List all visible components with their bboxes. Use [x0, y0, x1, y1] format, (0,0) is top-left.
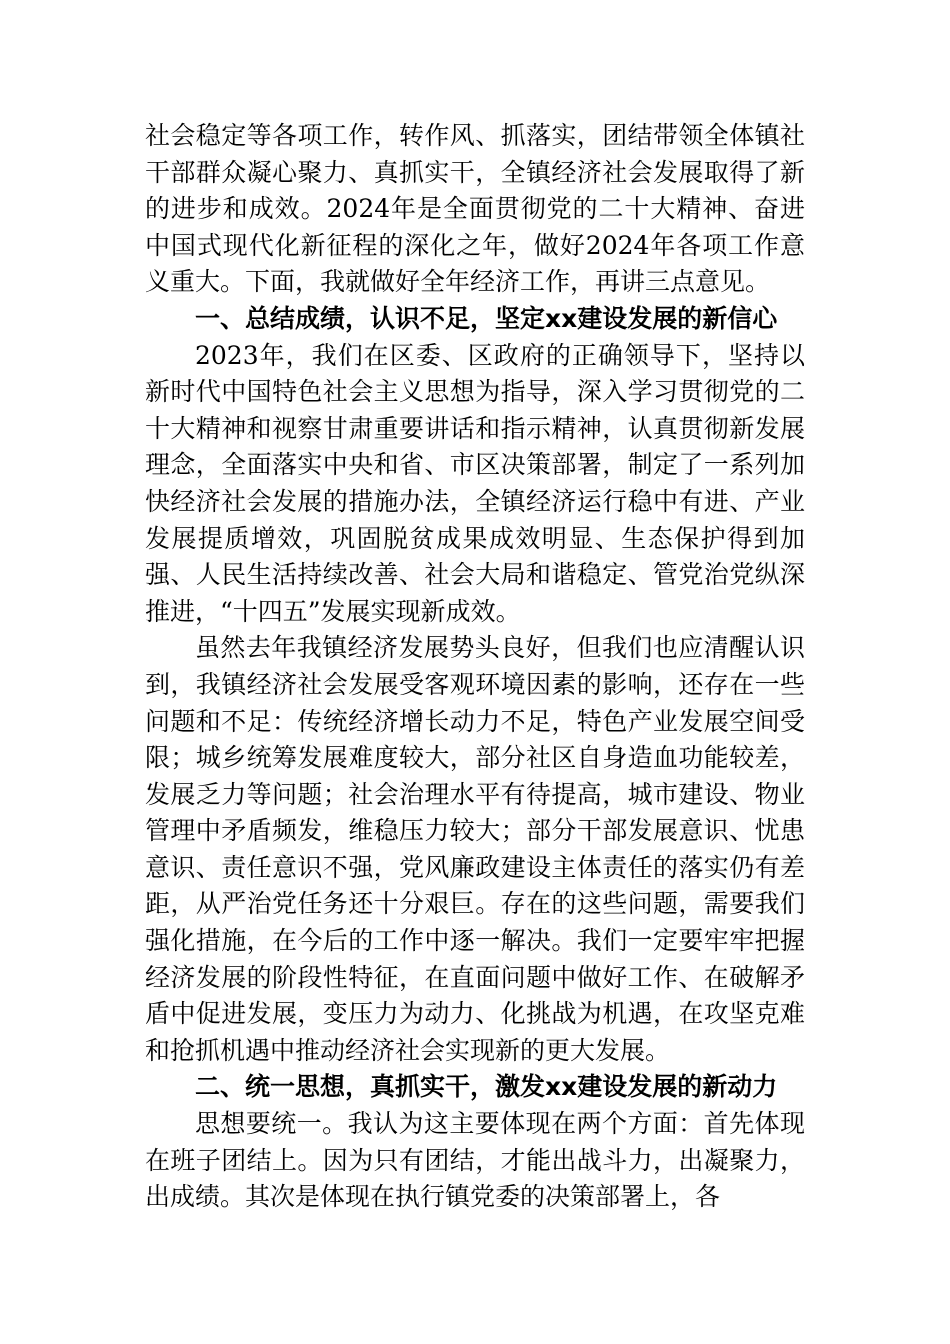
paragraph-unify-thinking: 思想要统一。我认为这主要体现在两个方面：首先体现在班子团结上。因为只有团结，才能出战斗力，出凝聚力，出成绩。其次是体现在执行镇党委的决策部署上，各: [145, 1109, 805, 1212]
document-page: [145, 118, 805, 1216]
section-heading-2: 二、统一思想，真抓实干，激发xx建设发展的新动力: [195, 1072, 778, 1102]
paragraph-achievements: 2023年，我们在区委、区政府的正确领导下，坚持以新时代中国特色社会主义思想为指导，深入学习贯彻党的二十大精神和视察甘肃重要讲话和指示精神，认真贯彻新发展理念，全面落实中央和省、市区决策部署，制定了一系列加快经济社会发展的措施办法，全镇经济运行稳中有进、产业发展提质增效，巩固脱贫成果成效明显、生态保护得到加强、人民生活持续改善、社会大局和谐稳定、管党治党纵深推进，“十四五”发展实现新成效。: [145, 340, 805, 626]
paragraph-continuation: 社会稳定等各项工作，转作风、抓落实，团结带领全体镇社干部群众凝心聚力、真抓实干，全镇经济社会发展取得了新的进步和成效。2024年是全面贯彻党的二十大精神、奋进中国式现代化新征程的深化之年，做好2024年各项工作意义重大。下面，我就做好全年经济工作，再讲三点意见。: [145, 121, 805, 297]
section-heading-1: 一、总结成绩，认识不足，坚定xx建设发展的新信心: [195, 303, 778, 333]
paragraph-shortcomings: 虽然去年我镇经济发展势头良好，但我们也应清醒认识到，我镇经济社会发展受客观环境因素的影响，还存在一些问题和不足：传统经济增长动力不足，特色产业发展空间受限；城乡统筹发展难度较大，部分社区自身造血功能较差，发展乏力等问题；社会治理水平有待提高，城市建设、物业管理中矛盾频发，维稳压力较大；部分干部发展意识、忧患意识、责任意识不强，党风廉政建设主体责任的落实仍有差距，从严治党任务还十分艰巨。存在的这些问题，需要我们强化措施，在今后的工作中逐一解决。我们一定要牢牢把握经济发展的阶段性特征，在直面问题中做好工作、在破解矛盾中促进发展，变压力为动力、化挑战为机遇，在攻坚克难和抢抓机遇中推动经济社会实现新的更大发展。: [145, 633, 805, 1065]
